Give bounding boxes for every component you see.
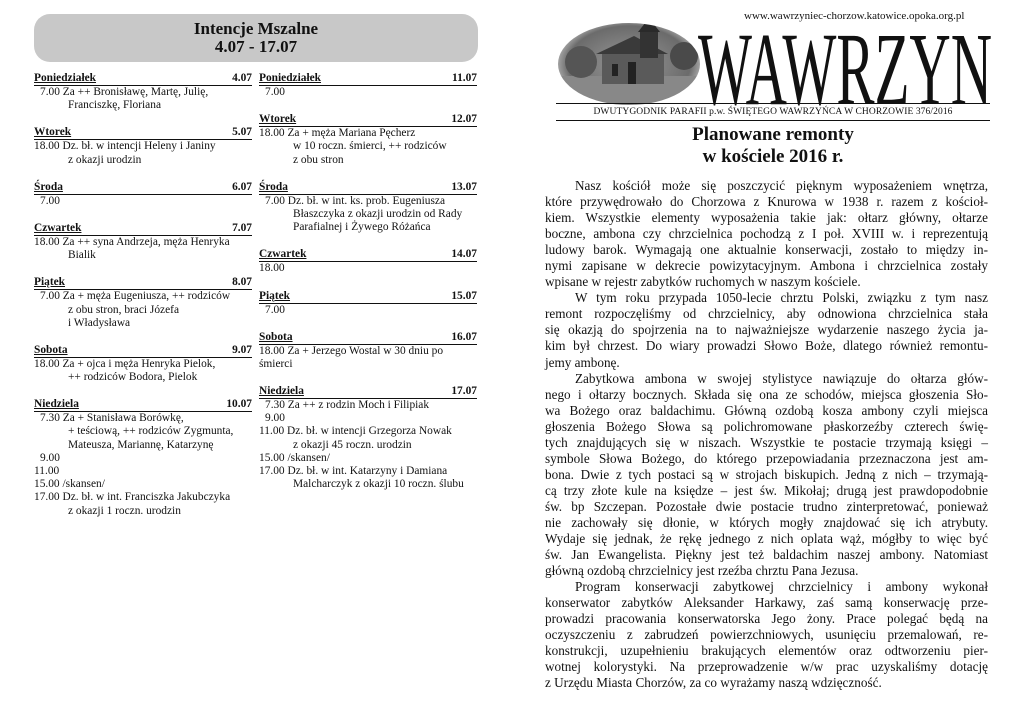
article-line: wa Bożego oraz baldachimu. Główną ozdobą kosza ambony czyli miejsca	[545, 402, 988, 418]
article-line: boczne, ambona czy chrzcielnica pochodzą z I poł. XVIII w. i reprezentują	[545, 226, 988, 242]
day-heading	[34, 276, 252, 290]
day-date: 11.07	[452, 72, 477, 84]
intention-line: 7.00 Za ++ Bronisławę, Martę, Julię,	[40, 86, 209, 98]
intention-line: w 10 roczn. śmierci, ++ rodziców	[293, 140, 447, 153]
article-line: Zabytkowa ambona w swojej stylistyce nawiązuje do ołtarza głów-	[575, 370, 988, 386]
intention-line: 18.00	[259, 262, 285, 275]
article-line: Wydaje się jednak, że rękę jednego z nich oplata wąż, mógłby to więc być	[545, 531, 988, 547]
intention-line: śmierci	[259, 357, 293, 370]
church-photo	[556, 14, 702, 106]
article-title-line2: w kościele 2016 r.	[702, 146, 844, 167]
intention-line: 9.00	[265, 412, 285, 425]
day-date: 10.07	[226, 398, 252, 411]
day-date: 4.07	[232, 72, 252, 84]
intention-line: 11.00	[34, 465, 60, 477]
intention-line: z okazji 1 roczn. urodzin	[68, 504, 181, 517]
day-name: Sobota	[259, 330, 293, 343]
intention-line: 17.00 Dz. bł. w int. Franciszka Jakubczyka	[34, 491, 231, 504]
day-date: 6.07	[232, 180, 252, 193]
article-line: remont rozpoczęliśmy od chrzcielnicy, aby odnowiona chrzcielnica stała	[545, 306, 988, 322]
day-block	[259, 290, 477, 317]
newsletter-subtitle: DWUTYGODNIK PARAFII p.w. ŚWIĘTEGO WAWRZYŃCA W CHORZOWIE 376/2016	[556, 103, 990, 121]
day-heading	[259, 72, 477, 86]
intention-line: 18.00 Za ++ syna Andrzeja, męża Henryka	[34, 235, 230, 248]
article-line: główną ozdobą chrzcielnicy jest rzeźba chrztu Pana Jezusa.	[545, 563, 859, 579]
day-block	[259, 72, 477, 99]
day-block	[34, 72, 252, 112]
article-line: wpisane w rejestr zabytków ruchomych w naszym kościele.	[545, 274, 861, 290]
intention-line: Parafialnej i Żywego Różańca	[293, 221, 431, 234]
intention-line: 7.00	[265, 303, 285, 316]
day-block	[34, 398, 252, 518]
article-line: św. Jan Ewangelista. Piękny jest też baldachim naszej ambony. Natomiast	[545, 547, 988, 563]
day-name: Piątek	[34, 276, 66, 289]
day-name: Poniedziałek	[259, 72, 322, 84]
intention-line: 7.30 Za + Stanisława Borówkę,	[40, 412, 184, 425]
day-date: 8.07	[232, 276, 252, 289]
article-line: ludowy barok. Wymagają one aktualnie konserwacji, zostało to między in-	[545, 242, 988, 258]
day-date: 5.07	[232, 126, 252, 139]
masthead-logo	[696, 18, 996, 110]
article-line: bona. Dwie z tych postaci są w strojach biskupich. Jedną z nich – trzymają-	[545, 466, 988, 482]
day-date: 12.07	[451, 113, 477, 126]
intention-line: 9.00	[40, 451, 60, 464]
intention-line: Mateusza, Mariannę, Katarzynę	[68, 438, 214, 451]
article-line: prowadzi pracowania konserwatorska Jego żony. Prace polegać będą na	[545, 611, 988, 627]
day-date: 17.07	[451, 385, 477, 398]
day-heading	[259, 385, 477, 399]
mass-column-week2	[259, 72, 477, 505]
intention-line: ++ rodziców Bodora, Pielok	[68, 371, 198, 384]
day-date: 7.07	[232, 221, 252, 234]
day-heading	[34, 398, 252, 412]
day-heading	[34, 181, 252, 195]
day-name: Czwartek	[34, 221, 82, 234]
article-title	[556, 124, 990, 168]
day-date: 9.07	[232, 343, 252, 356]
day-name: Sobota	[34, 343, 68, 356]
intention-line: 7.00 Dz. bł. w int. ks. prob. Eugeniusza	[265, 194, 446, 207]
day-date: 14.07	[451, 248, 477, 261]
intention-line: 7.00	[40, 194, 60, 207]
article-body	[545, 178, 988, 692]
article-line: św. bp Szczepan. Pozostałe dwie postacie trudno zinterpretować, ponieważ	[545, 498, 988, 514]
day-name: Środa	[259, 180, 288, 193]
intention-line: 18.00 Dz. bł. w intencji Heleny i Janiny	[34, 140, 216, 153]
day-name: Niedziela	[259, 385, 304, 398]
day-date: 13.07	[451, 180, 477, 193]
intention-line: Franciszkę, Floriana	[68, 99, 161, 112]
site-url: www.wawrzyniec-chorzow.katowice.opoka.org.pl	[744, 10, 965, 22]
day-name: Czwartek	[259, 248, 307, 261]
day-heading	[34, 72, 252, 86]
article-line: Program konserwacji zabytkowej chrzcielnicy i ambony wykonał	[575, 579, 988, 595]
intentions-dates: 4.07 - 17.07	[214, 37, 298, 56]
intention-line: z okazji 45 roczn. urodzin	[293, 438, 412, 451]
day-name: Niedziela	[34, 398, 79, 411]
intention-line: 17.00 Dz. bł. w int. Katarzyny i Damiana	[259, 465, 448, 477]
day-name: Środa	[34, 180, 63, 193]
day-date: 16.07	[451, 330, 477, 343]
day-heading	[259, 113, 477, 127]
article-line: wotnej kolorystyki. Na przeprowadzenie w/w prac uzyskaliśmy dotację	[545, 659, 988, 675]
day-name: Poniedziałek	[34, 72, 97, 84]
intention-line: i Władysława	[68, 316, 131, 329]
intention-line: z obu stron, braci Józefa	[68, 303, 180, 316]
intention-line: 15.00 /skansen/	[34, 478, 105, 491]
day-block	[34, 181, 252, 208]
day-heading	[259, 331, 477, 345]
day-block	[34, 222, 252, 262]
article-line: z Urzędu Miasta Chorzów, za co wyrażamy naszą wdzięczność.	[545, 675, 882, 691]
day-heading	[34, 222, 252, 236]
article-line: kim był chrzest. Do wiary prowadzi Słowo Boże, dlatego również remontu-	[545, 338, 988, 354]
intentions-title: Intencje Mszalne	[193, 19, 319, 38]
intention-line: Bialik	[68, 249, 96, 262]
article-line: Nasz kościół może się poszczycić pięknym wyposażeniem wnętrza,	[575, 178, 988, 193]
masthead-title: WAWRZYN	[698, 18, 992, 110]
article-line: jemy ambonę.	[545, 354, 620, 370]
day-name: Piątek	[259, 289, 291, 302]
article-line: nie zachowały się dłonie, w których mogły znajdować się ich atrybuty.	[545, 514, 988, 530]
day-block	[259, 248, 477, 275]
day-block	[259, 331, 477, 371]
mass-column-week1	[34, 72, 252, 532]
day-date: 15.07	[451, 289, 477, 302]
article-line: nego i ołtarzy bocznych. Składa się ona ze schodów, miejsca głoszenia Sło-	[545, 386, 988, 402]
intention-line: + teściową, ++ rodziców Zygmunta,	[68, 425, 234, 438]
article-line: konstrukcji, uzupełnieniu brakujących elementów oraz odtworzeniu pier-	[545, 643, 988, 659]
day-block	[34, 344, 252, 384]
intention-line: 7.00	[265, 86, 285, 98]
day-heading	[259, 181, 477, 195]
article-line: tych znajdujących się w niszach. Wszystkie te postacie trzymają księgi –	[545, 434, 988, 450]
day-name: Wtorek	[34, 126, 72, 139]
intention-line: Malcharczyk z okazji 10 roczn. ślubu	[293, 478, 464, 491]
day-heading	[34, 344, 252, 358]
article-line: które przywędrowało do Chorzowa z Knurowa w 1938 r. razem z kościoł-	[545, 194, 988, 210]
intention-line: 15.00 /skansen/	[259, 451, 330, 464]
intention-line: 18.00 Za + Jerzego Wostal w 30 dniu po	[259, 344, 444, 357]
intention-line: Błaszczyka z okazji urodzin od Rady	[293, 207, 463, 220]
day-block	[259, 385, 477, 491]
day-heading	[34, 126, 252, 140]
day-heading	[259, 248, 477, 262]
article-line: oczyszczeniu z zabrudzeń powierzchniowych, usunięciu przemalowań, re-	[545, 627, 988, 643]
article-line: cą trzy złote kule na księdze – jest św. Mikołaj; drugą jest prawdopodobnie	[545, 482, 988, 498]
article-line: się okazją do spojrzenia na to najważniejsze wydarzenie naszego życia ja-	[545, 322, 988, 338]
article-line: W tym roku przypada 1050-lecie chrztu Polski, związku z tym nasz	[575, 290, 988, 306]
article-line: konserwator zabytków Aleksander Harkawy, zaś samą konserwację prze-	[545, 595, 988, 611]
intentions-header	[34, 14, 478, 62]
article-line: symbole Słowa Bożego, do którego przepowiadania przeznaczona jest am-	[545, 450, 988, 466]
day-name: Wtorek	[259, 113, 297, 126]
intention-line: 11.00 Dz. bł. w intencji Grzegorza Nowak	[259, 425, 452, 438]
article-line: głoszenia Bożego Słowa są polichromowane płaskorzeźby czterech świę-	[545, 418, 988, 434]
day-block	[34, 276, 252, 330]
article-line: kiem. Wszystkie elementy wyposażenia takie jak: ołtarz główny, ołtarze	[545, 210, 988, 226]
article-line: nymi zapisane w dekrecie powizytacyjnym. Ambona i chrzcielnica zostały	[545, 258, 988, 274]
article-title-line1: Planowane remonty	[692, 124, 854, 145]
intention-line: 18.00 Za + ojca i męża Henryka Pielok,	[34, 357, 216, 370]
intention-line: z obu stron	[293, 153, 344, 166]
day-block	[259, 113, 477, 167]
intention-line: z okazji urodzin	[68, 153, 142, 166]
day-block	[34, 126, 252, 166]
intention-line: 7.00 Za + męża Eugeniusza, ++ rodziców	[40, 290, 231, 303]
intention-line: 18.00 Za + męża Mariana Pęcherz	[259, 127, 416, 140]
day-heading	[259, 290, 477, 304]
intention-line: 7.30 Za ++ z rodzin Moch i Filipiak	[265, 399, 430, 412]
day-block	[259, 181, 477, 235]
